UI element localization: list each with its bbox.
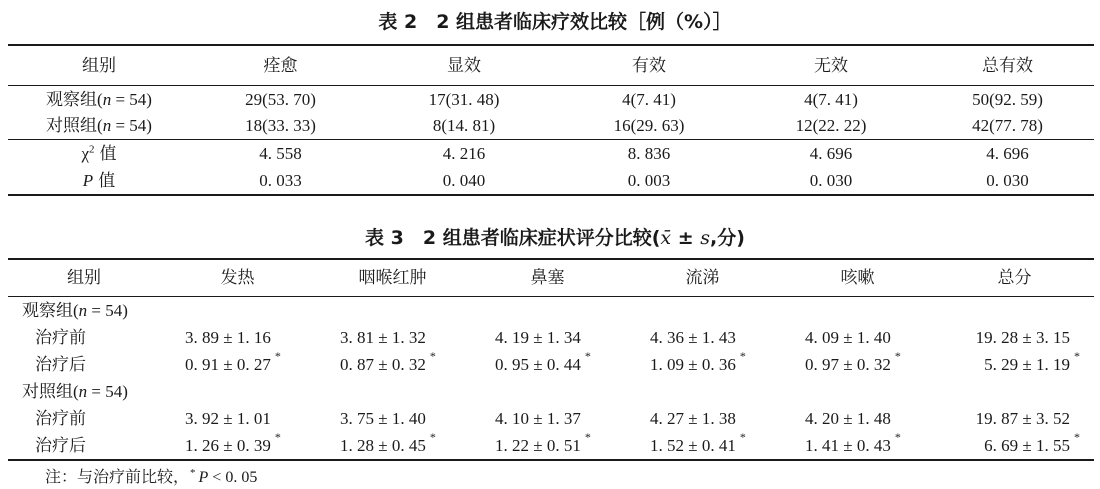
header-cough: 咳嗽 (780, 259, 935, 297)
group-label (8, 86, 190, 114)
score-cell (160, 429, 315, 460)
score-value: 3. 75 ± 1. 40 (340, 408, 426, 428)
score-wrap (185, 348, 281, 375)
significance-mark: * (1074, 348, 1080, 363)
p-symbol: P (82, 171, 94, 190)
chi-square-label (8, 140, 190, 169)
title-suffix: ,分) (710, 227, 745, 249)
table3-footnote (45, 467, 257, 489)
statistic-cell: 8. 836 (627, 144, 671, 163)
score-wrap (984, 348, 1080, 375)
p-value-cell: 0. 040 (442, 171, 486, 190)
score-value: 4. 36 ± 1. 43 (650, 327, 736, 347)
sd-symbol: s (700, 227, 711, 249)
header-group: 组别 (8, 259, 160, 297)
table2-title: 表 2 2 组患者临床疗效比较［例（%）］ (378, 11, 732, 33)
group-size: = 54) (87, 381, 128, 401)
score-wrap (340, 348, 436, 375)
header-throat-swelling: 咽喉红肿 (315, 259, 470, 297)
value-cell: 16(29. 63) (557, 113, 741, 140)
statistic-cell: 4. 216 (442, 144, 486, 163)
score-cell (315, 324, 470, 351)
value-cell: 4(7. 41) (622, 89, 676, 109)
score-value: 4. 27 ± 1. 38 (650, 408, 736, 428)
score-value: 3. 89 ± 1. 16 (185, 327, 271, 347)
group-name: 观察组( (46, 89, 103, 109)
score-value: 6. 69 ± 1. 55 (984, 435, 1070, 455)
timepoint-label: 治疗前 (35, 408, 86, 428)
statistic-cell: 4. 558 (259, 144, 302, 163)
footnote-mark: * (190, 466, 196, 479)
score-value: 4. 19 ± 1. 34 (495, 327, 581, 347)
footnote-text: 注：与治疗前比较， (45, 469, 190, 486)
score-cell (780, 405, 935, 432)
score-cell (160, 324, 315, 351)
score-cell (315, 405, 470, 432)
score-value: 1. 26 ± 0. 39 (185, 435, 271, 455)
score-cell (780, 348, 935, 378)
score-cell (780, 324, 935, 351)
p-value-cell: 0. 030 (986, 171, 1029, 190)
footnote-p-symbol: P (198, 469, 209, 486)
chi-superscript: 2 (89, 143, 95, 156)
timepoint-label: 治疗前 (35, 327, 86, 347)
score-cell (160, 405, 315, 432)
score-value: 1. 09 ± 0. 36 (650, 354, 736, 374)
value-cell: 8(14. 81) (371, 113, 557, 140)
group-size: = 54) (111, 116, 152, 135)
group-size: = 54) (111, 89, 152, 109)
group-size: = 54) (87, 300, 128, 320)
chi-symbol: χ (81, 144, 90, 163)
score-cell (470, 429, 625, 460)
significance-mark: * (274, 429, 281, 444)
footnote-threshold: < 0. 05 (208, 469, 258, 486)
p-value-cell: 0. 030 (809, 171, 853, 190)
significance-mark: * (429, 429, 436, 444)
table3-group-control (8, 378, 1094, 405)
sample-size-symbol: n (102, 116, 112, 135)
group-label (8, 378, 1094, 405)
timepoint-label: 治疗后 (35, 354, 86, 374)
score-value: 4. 09 ± 1. 40 (805, 327, 891, 347)
significance-mark: * (739, 429, 746, 444)
group-name: 观察组( (22, 300, 79, 320)
group-name: 对照组( (46, 116, 103, 135)
score-cell (625, 405, 780, 432)
score-cell (780, 429, 935, 460)
mean-symbol: x̄ (660, 227, 672, 249)
score-cell (625, 348, 780, 378)
value-cell: 17(31. 48) (428, 89, 500, 109)
significance-mark: * (429, 348, 436, 363)
score-cell (625, 324, 780, 351)
value-cell: 4(7. 41) (804, 89, 858, 109)
header-runny-nose: 流涕 (625, 259, 780, 297)
score-wrap (650, 429, 746, 456)
significance-mark: * (894, 429, 901, 444)
score-wrap (805, 348, 901, 375)
timepoint-label: 治疗后 (35, 435, 86, 455)
score-value: 4. 20 ± 1. 48 (805, 408, 891, 428)
score-value: 19. 87 ± 3. 52 (975, 408, 1070, 428)
score-value: 3. 81 ± 1. 32 (340, 327, 426, 347)
score-cell (470, 405, 625, 432)
table3-row-before-treatment (8, 324, 1094, 351)
score-cell (315, 429, 470, 460)
score-wrap (650, 348, 746, 375)
value-cell: 18(33. 33) (190, 113, 371, 140)
header-fever: 发热 (160, 259, 315, 297)
table2-header-row (8, 45, 1094, 86)
table2-clinical-efficacy (8, 44, 1094, 196)
header-markedly-effective: 显效 (371, 45, 557, 86)
score-wrap (495, 429, 591, 456)
score-value: 0. 95 ± 0. 44 (495, 354, 581, 374)
score-wrap (984, 429, 1080, 456)
p-value-cell: 0. 003 (627, 171, 671, 190)
score-value: 19. 28 ± 3. 15 (975, 327, 1070, 347)
score-wrap (495, 348, 591, 375)
chi-label: 值 (99, 144, 117, 163)
header-effective: 有效 (557, 45, 741, 86)
score-wrap (340, 429, 436, 456)
score-cell (625, 429, 780, 460)
table2-row-p-value (8, 168, 1094, 195)
table2-row-control (8, 113, 1094, 140)
table3-group-observation (8, 297, 1094, 325)
group-name: 对照组( (22, 381, 79, 401)
value-cell: 42(77. 78) (921, 113, 1094, 140)
score-value: 0. 91 ± 0. 27 (185, 354, 271, 374)
score-cell (935, 405, 1094, 432)
header-total-effective: 总有效 (921, 45, 1094, 86)
sample-size-symbol: n (78, 300, 88, 320)
sample-size-symbol: n (102, 89, 112, 109)
p-value-label (8, 168, 190, 195)
significance-mark: * (1074, 429, 1080, 444)
significance-mark: * (584, 429, 591, 444)
statistic-cell: 4. 696 (809, 144, 853, 163)
score-cell (160, 348, 315, 378)
statistic-cell: 4. 696 (986, 144, 1029, 163)
value-cell: 29(53. 70) (245, 89, 316, 109)
header-nasal-congestion: 鼻塞 (470, 259, 625, 297)
header-total-score: 总分 (935, 259, 1094, 297)
score-value: 4. 10 ± 1. 37 (495, 408, 581, 428)
table3-symptom-scores (8, 258, 1094, 461)
table3-header-row (8, 259, 1094, 297)
table3-row-before-treatment (8, 405, 1094, 432)
score-cell (470, 348, 625, 378)
score-cell (470, 324, 625, 351)
score-value: 5. 29 ± 1. 19 (984, 354, 1070, 374)
score-value: 3. 92 ± 1. 01 (185, 408, 271, 428)
significance-mark: * (739, 348, 746, 363)
header-cured: 痊愈 (190, 45, 371, 86)
group-label (8, 297, 1094, 325)
table3-title (10, 226, 1100, 250)
table2-row-chi-square (8, 140, 1094, 169)
significance-mark: * (584, 348, 591, 363)
group-label (8, 113, 190, 140)
plus-minus-sign: ± (671, 227, 701, 249)
score-wrap (185, 429, 281, 456)
score-cell (935, 429, 1094, 460)
title-text: 表 3 2 组患者临床症状评分比较( (365, 227, 661, 249)
table3-row-after-treatment (8, 351, 1094, 378)
score-value: 1. 52 ± 0. 41 (650, 435, 736, 455)
score-wrap (805, 429, 901, 456)
value-cell: 12(22. 22) (741, 113, 921, 140)
score-cell (315, 348, 470, 378)
score-value: 1. 41 ± 0. 43 (805, 435, 891, 455)
score-value: 0. 87 ± 0. 32 (340, 354, 426, 374)
table2-row-observation (8, 86, 1094, 114)
header-ineffective: 无效 (741, 45, 921, 86)
score-value: 1. 22 ± 0. 51 (495, 435, 581, 455)
significance-mark: * (274, 348, 281, 363)
score-value: 1. 28 ± 0. 45 (340, 435, 426, 455)
score-cell (935, 324, 1094, 351)
value-cell: 50(92. 59) (972, 89, 1043, 109)
score-value: 0. 97 ± 0. 32 (805, 354, 891, 374)
significance-mark: * (894, 348, 901, 363)
table3-row-after-treatment (8, 432, 1094, 460)
header-group: 组别 (8, 45, 190, 86)
p-label: 值 (98, 171, 116, 190)
sample-size-symbol: n (78, 381, 88, 401)
p-value-cell: 0. 033 (259, 171, 302, 190)
score-cell (935, 348, 1094, 378)
